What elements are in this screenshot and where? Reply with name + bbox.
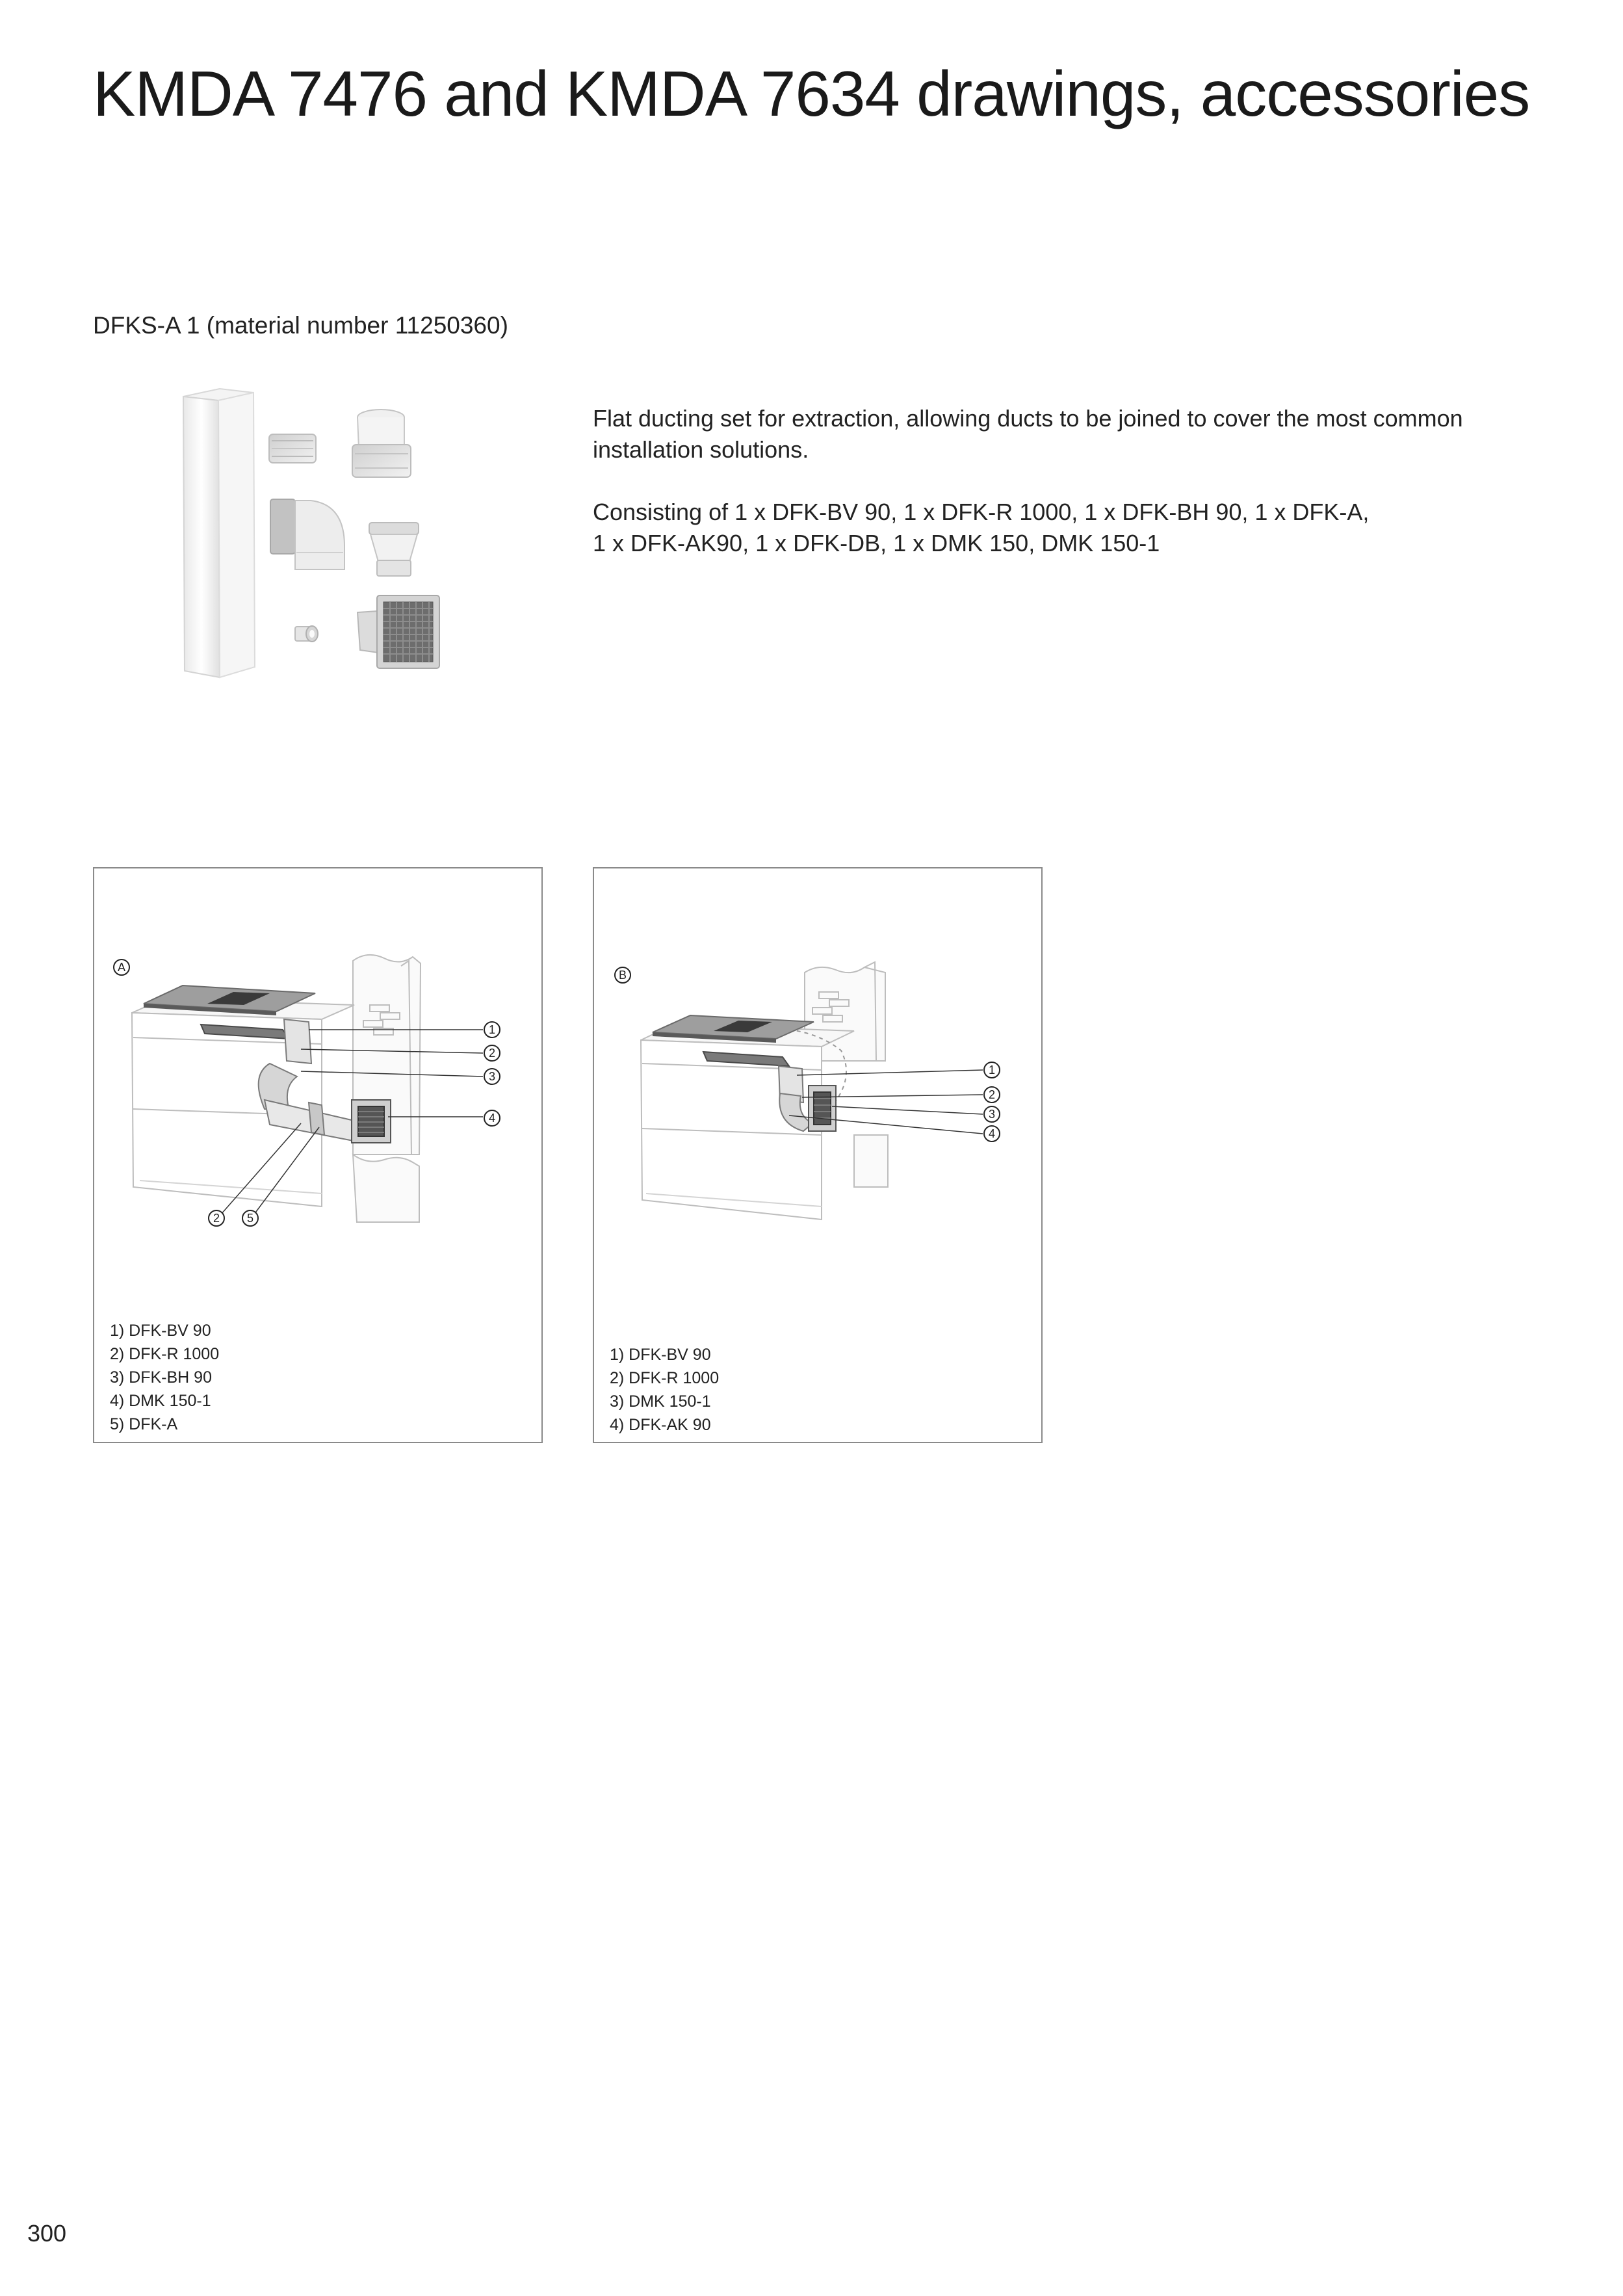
- description-line: installation solutions.: [593, 436, 809, 463]
- callout-3: [984, 1106, 1000, 1122]
- legend-item: 3) DMK 150-1: [610, 1392, 711, 1411]
- callout-1: [484, 1022, 500, 1037]
- product-description: [593, 403, 1522, 590]
- legend-item: 2) DFK-R 1000: [110, 1345, 220, 1363]
- transition-part: [369, 523, 419, 576]
- svg-text:4: 4: [988, 1127, 996, 1140]
- svg-text:2: 2: [988, 1088, 996, 1101]
- small-round-part: [295, 626, 318, 642]
- figure-a-drawing: [94, 868, 541, 1298]
- legend-item: 1) DFK-BV 90: [110, 1322, 211, 1340]
- svg-text:3: 3: [488, 1070, 496, 1083]
- legend-item: 1) DFK-BV 90: [610, 1346, 711, 1364]
- legend-item: 3) DFK-BH 90: [110, 1368, 212, 1387]
- connector-part: [269, 434, 316, 463]
- figure-letter: B: [618, 969, 627, 982]
- consisting-line: Consisting of 1 x DFK-BV 90, 1 x DFK-R 1000, 1 x DFK-BH 90, 1 x DFK-A,: [593, 499, 1370, 525]
- svg-text:1: 1: [988, 1063, 996, 1076]
- figure-b-legend: [610, 1343, 719, 1437]
- wall-grille-part: [357, 595, 439, 668]
- callout-1: [984, 1062, 1000, 1078]
- figure-letter: A: [117, 961, 126, 974]
- figure-a-legend: [110, 1319, 219, 1436]
- legend-item: 4) DFK-AK 90: [610, 1416, 711, 1434]
- callout-4: [484, 1110, 500, 1126]
- figure-a-panel: [93, 867, 543, 1443]
- callout-2: [984, 1087, 1000, 1102]
- consisting-line: 1 x DFK-AK90, 1 x DFK-DB, 1 x DMK 150, DMK 150-1: [593, 530, 1160, 556]
- straight-duct-part: [183, 389, 255, 677]
- svg-text:2: 2: [488, 1047, 496, 1060]
- figure-b-panel: [593, 867, 1043, 1443]
- callout-5: [242, 1210, 258, 1226]
- product-photo: [174, 377, 473, 689]
- callout-2: [484, 1045, 500, 1061]
- figure-a-badge: [114, 959, 129, 975]
- product-heading: DFKS-A 1 (material number 11250360): [93, 312, 508, 339]
- callout-4: [984, 1126, 1000, 1141]
- callout-3: [484, 1069, 500, 1084]
- description-paragraph: [593, 403, 1522, 465]
- legend-item: 2) DFK-R 1000: [610, 1369, 720, 1387]
- svg-text:5: 5: [246, 1212, 254, 1225]
- description-line: Flat ducting set for extraction, allowing ducts to be joined to cover the most common: [593, 405, 1463, 432]
- brick-wall: [353, 955, 421, 1222]
- consisting-paragraph: [593, 497, 1522, 559]
- figure-b-drawing: [594, 868, 1041, 1298]
- svg-text:2: 2: [213, 1212, 220, 1225]
- svg-text:3: 3: [988, 1108, 996, 1121]
- page-title: KMDA 7476 and KMDA 7634 drawings, accessories: [93, 58, 1530, 129]
- figure-b-badge: [615, 967, 630, 983]
- page-number: 300: [27, 2220, 67, 2247]
- legend-item: 4) DMK 150-1: [110, 1392, 211, 1410]
- svg-text:4: 4: [488, 1112, 496, 1125]
- adapter-part: [352, 410, 411, 477]
- callout-2-lower: [209, 1210, 224, 1226]
- elbow-part: [270, 499, 344, 569]
- svg-text:1: 1: [488, 1023, 496, 1036]
- legend-item: 5) DFK-A: [110, 1415, 178, 1433]
